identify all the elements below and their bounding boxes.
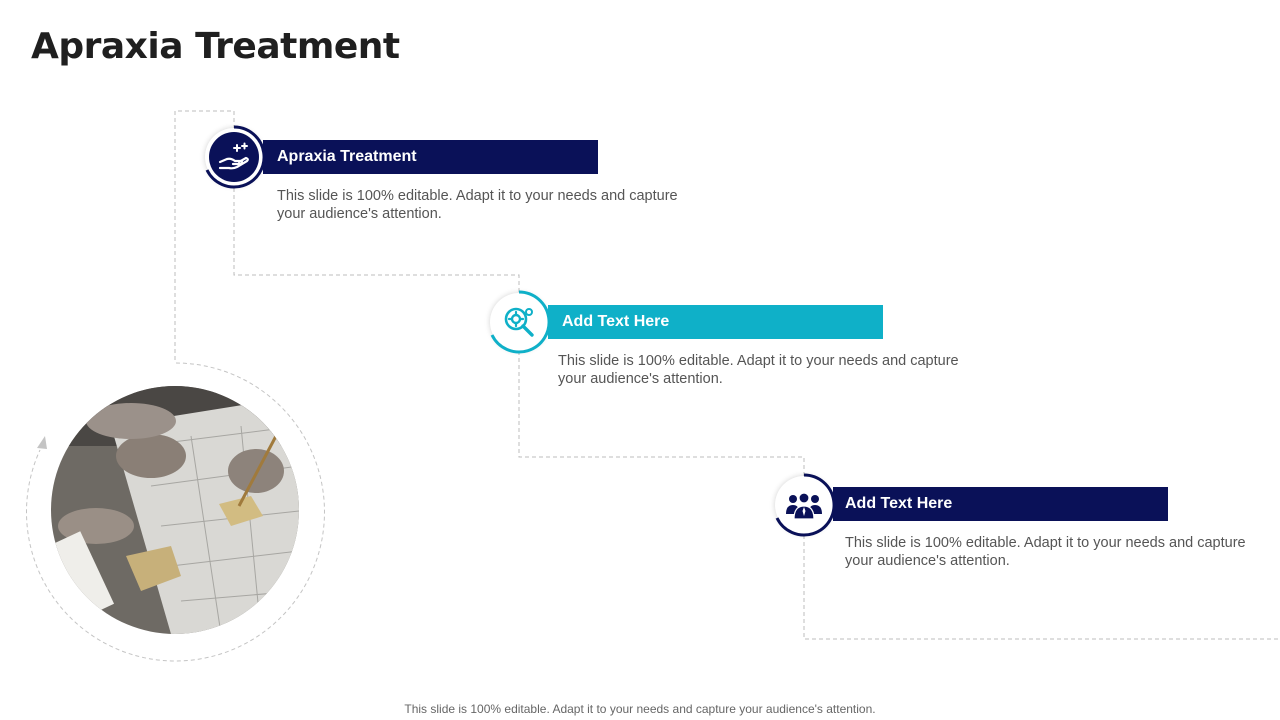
step1-ring — [201, 124, 267, 190]
footer-note: This slide is 100% editable. Adapt it to your needs and capture your audience's attention. — [404, 702, 876, 716]
step3-description: This slide is 100% editable. Adapt it to your needs and capture your audience's attention. — [845, 535, 1246, 569]
step2-ring — [486, 289, 552, 355]
step2-icon-badge — [490, 293, 548, 351]
photo-hands-blueprint — [51, 386, 299, 634]
step3-icon-badge — [775, 476, 833, 534]
page-title: Apraxia Treatment — [31, 26, 400, 67]
step1-heading-bar — [263, 140, 598, 174]
step1-icon-badge — [205, 128, 263, 186]
step2-description: This slide is 100% editable. Adapt it to your needs and capture your audience's attention. — [558, 353, 959, 387]
photo-frame — [26, 362, 326, 662]
step2-heading: Add Text Here — [562, 313, 670, 330]
step2-heading-bar — [548, 305, 883, 339]
step3-heading: Add Text Here — [845, 495, 953, 512]
step1-heading: Apraxia Treatment — [277, 148, 417, 165]
step1-description: This slide is 100% editable. Adapt it to your needs and capture your audience's attention. — [277, 188, 678, 222]
step3-heading-bar — [833, 487, 1168, 521]
step3-ring — [771, 472, 837, 538]
